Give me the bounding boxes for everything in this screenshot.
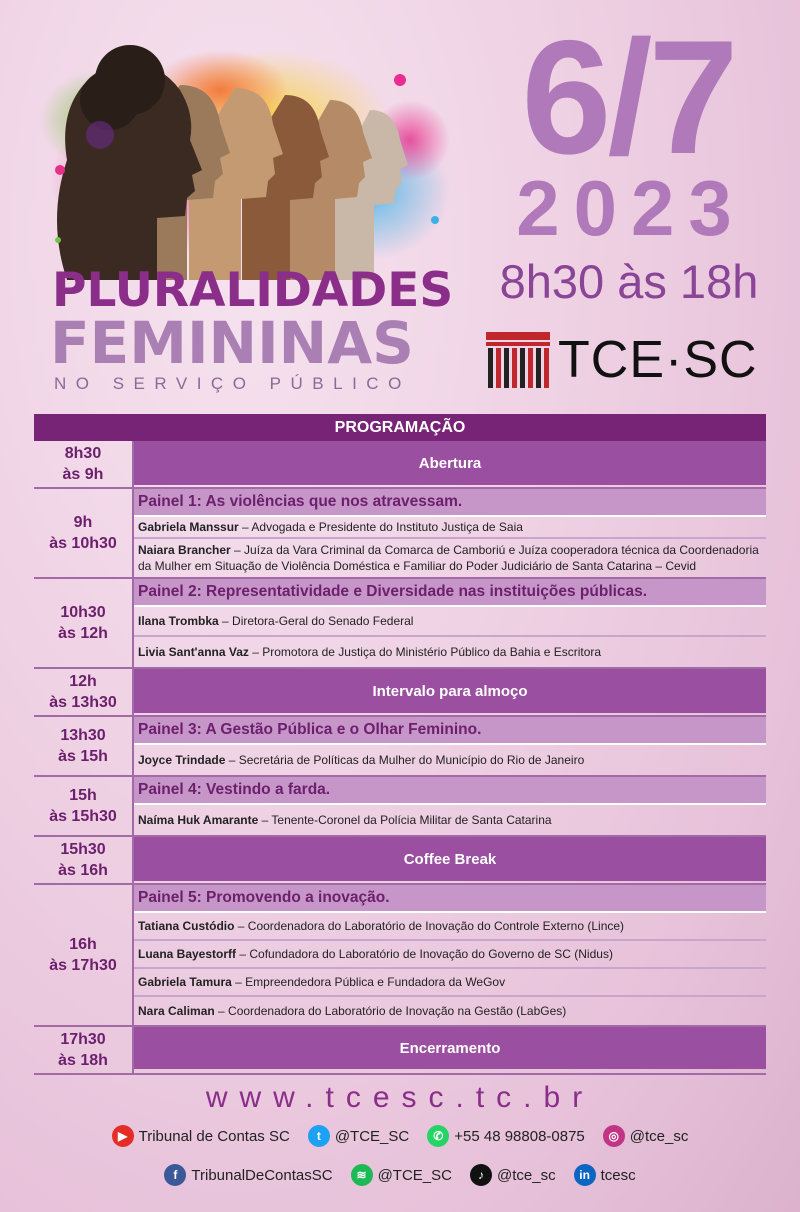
schedule-time: 10h30 às 12h	[34, 579, 134, 667]
speaker-name: Naiara Brancher	[138, 543, 231, 557]
social-label: @tce_sc	[629, 1127, 689, 1145]
social-label: tcesc	[600, 1166, 636, 1184]
panel-title: Painel 1: As violências que nos atravessam.	[134, 489, 766, 517]
schedule-content	[134, 777, 766, 835]
schedule-content	[134, 669, 766, 715]
speaker-name: Tatiana Custódio	[138, 919, 235, 933]
social-row-1	[0, 1125, 800, 1147]
speaker-name: Luana Bayestorff	[138, 947, 237, 961]
schedule-time: 12h às 13h30	[34, 669, 134, 715]
social-link[interactable]	[351, 1164, 452, 1186]
tcesc-emblem-icon	[486, 328, 550, 392]
social-link[interactable]	[308, 1125, 409, 1147]
speaker-row	[134, 517, 766, 539]
speaker-role: – Empreendedora Pública e Fundadora da WeGov	[231, 975, 506, 989]
schedule-content	[134, 579, 766, 667]
panel-title: Painel 5: Promovendo a inovação.	[134, 885, 766, 913]
schedule-block	[34, 885, 766, 1027]
speaker-role: – Juíza da Vara Criminal da Comarca de Camboriú e Juíza cooperadora técnica da Coordenadoria da Mulher em Situação de Violência Doméstica e Familiar do Poder Judiciário de Santa Catarina – Cevid	[138, 543, 759, 573]
tcesc-logo-text: TCE·SC	[558, 331, 758, 389]
social-row-2	[0, 1164, 800, 1186]
schedule-time: 16h às 17h30	[34, 885, 134, 1025]
speaker-row	[134, 607, 766, 637]
schedule-content	[134, 885, 766, 1025]
schedule-content	[134, 1027, 766, 1073]
schedule-session-bar: Abertura	[134, 441, 766, 485]
social-label: @TCE_SC	[377, 1166, 452, 1184]
schedule-session-bar: Coffee Break	[134, 837, 766, 881]
event-date: 6/7	[521, 7, 735, 188]
schedule-session-bar: Encerramento	[134, 1027, 766, 1069]
event-subtitle: NO SERVIÇO PÚBLICO	[54, 374, 411, 393]
schedule-session-bar: Intervalo para almoço	[134, 669, 766, 713]
schedule-blocks	[34, 441, 766, 1075]
twitter-icon: t	[308, 1125, 330, 1147]
social-label: TribunalDeContasSC	[191, 1166, 333, 1184]
speaker-role: – Coordenadora do Laboratório de Inovação do Controle Externo (Lince)	[234, 919, 625, 933]
speaker-name: Joyce Trindade	[138, 753, 226, 767]
schedule-block	[34, 1027, 766, 1075]
schedule-block	[34, 669, 766, 717]
schedule-block	[34, 837, 766, 885]
social-label: Tribunal de Contas SC	[138, 1127, 290, 1145]
event-hours: 8h30 às 18h	[499, 255, 759, 308]
event-year: 2023	[516, 164, 746, 252]
social-label: @TCE_SC	[334, 1127, 410, 1145]
schedule-content	[134, 837, 766, 883]
speaker-row	[134, 745, 766, 775]
youtube-icon: ▶	[112, 1125, 134, 1147]
event-title-line1: PLURALIDADES	[52, 263, 454, 318]
schedule-time: 9h às 10h30	[34, 489, 134, 577]
speaker-row	[134, 913, 766, 941]
schedule-block	[34, 777, 766, 837]
speaker-role: – Advogada e Presidente do Instituto Justiça de Saia	[238, 520, 523, 534]
schedule-time: 15h30 às 16h	[34, 837, 134, 883]
panel-title: Painel 2: Representatividade e Diversidade nas instituições públicas.	[134, 579, 766, 607]
schedule-content	[134, 441, 766, 487]
schedule-header: PROGRAMAÇÃO	[34, 414, 766, 441]
speaker-row	[134, 969, 766, 997]
linkedin-icon: in	[574, 1164, 596, 1186]
social-label: @tce_sc	[497, 1166, 556, 1184]
speaker-role: – Diretora-Geral do Senado Federal	[218, 614, 414, 628]
schedule-block	[34, 489, 766, 579]
social-link[interactable]	[603, 1125, 689, 1147]
schedule-time: 15h às 15h30	[34, 777, 134, 835]
speaker-row	[134, 805, 766, 835]
speaker-name: Gabriela Tamura	[138, 975, 232, 989]
event-title-line2: FEMININAS	[50, 309, 414, 377]
women-profiles-illustration	[40, 40, 450, 280]
schedule-time: 17h30 às 18h	[34, 1027, 134, 1073]
panel-title: Painel 4: Vestindo a farda.	[134, 777, 766, 805]
speaker-name: Gabriela Manssur	[138, 520, 239, 534]
schedule-block	[34, 579, 766, 669]
social-link[interactable]	[427, 1125, 585, 1147]
tcesc-logo	[486, 328, 766, 392]
speaker-name: Ilana Trombka	[138, 614, 219, 628]
panel-title: Painel 3: A Gestão Pública e o Olhar Feminino.	[134, 717, 766, 745]
social-link[interactable]	[164, 1164, 332, 1186]
schedule-block	[34, 441, 766, 489]
speaker-role: – Coordenadora do Laboratório de Inovação na Gestão (LabGes)	[214, 1004, 567, 1018]
facebook-icon: f	[164, 1164, 186, 1186]
schedule-content	[134, 717, 766, 775]
social-label: +55 48 98808-0875	[454, 1127, 585, 1145]
speaker-role: – Cofundadora do Laboratório de Inovação do Governo de SC (Nidus)	[236, 947, 613, 961]
speaker-role: – Tenente-Coronel da Polícia Militar de Santa Catarina	[258, 813, 552, 827]
schedule-table	[34, 414, 766, 1075]
schedule-time: 8h30 às 9h	[34, 441, 134, 487]
instagram-icon: ◎	[603, 1125, 625, 1147]
speaker-row	[134, 941, 766, 969]
schedule-block	[34, 717, 766, 777]
tiktok-icon: ♪	[470, 1164, 492, 1186]
website-link[interactable]: www.tcesc.tc.br	[205, 1081, 595, 1114]
speaker-row	[134, 637, 766, 667]
speaker-role: – Secretária de Políticas da Mulher do Município do Rio de Janeiro	[225, 753, 585, 767]
speaker-name: Naíma Huk Amarante	[138, 813, 259, 827]
speaker-row	[134, 997, 766, 1025]
social-link[interactable]	[470, 1164, 556, 1186]
speaker-name: Livia Sant'anna Vaz	[138, 645, 249, 659]
social-link[interactable]	[112, 1125, 290, 1147]
spotify-icon: ≋	[351, 1164, 373, 1186]
speaker-row	[134, 539, 766, 577]
whatsapp-icon: ✆	[427, 1125, 449, 1147]
schedule-content	[134, 489, 766, 577]
schedule-time: 13h30 às 15h	[34, 717, 134, 775]
social-link[interactable]	[574, 1164, 636, 1186]
speaker-name: Nara Caliman	[138, 1004, 215, 1018]
speaker-role: – Promotora de Justiça do Ministério Público da Bahia e Escritora	[248, 645, 602, 659]
